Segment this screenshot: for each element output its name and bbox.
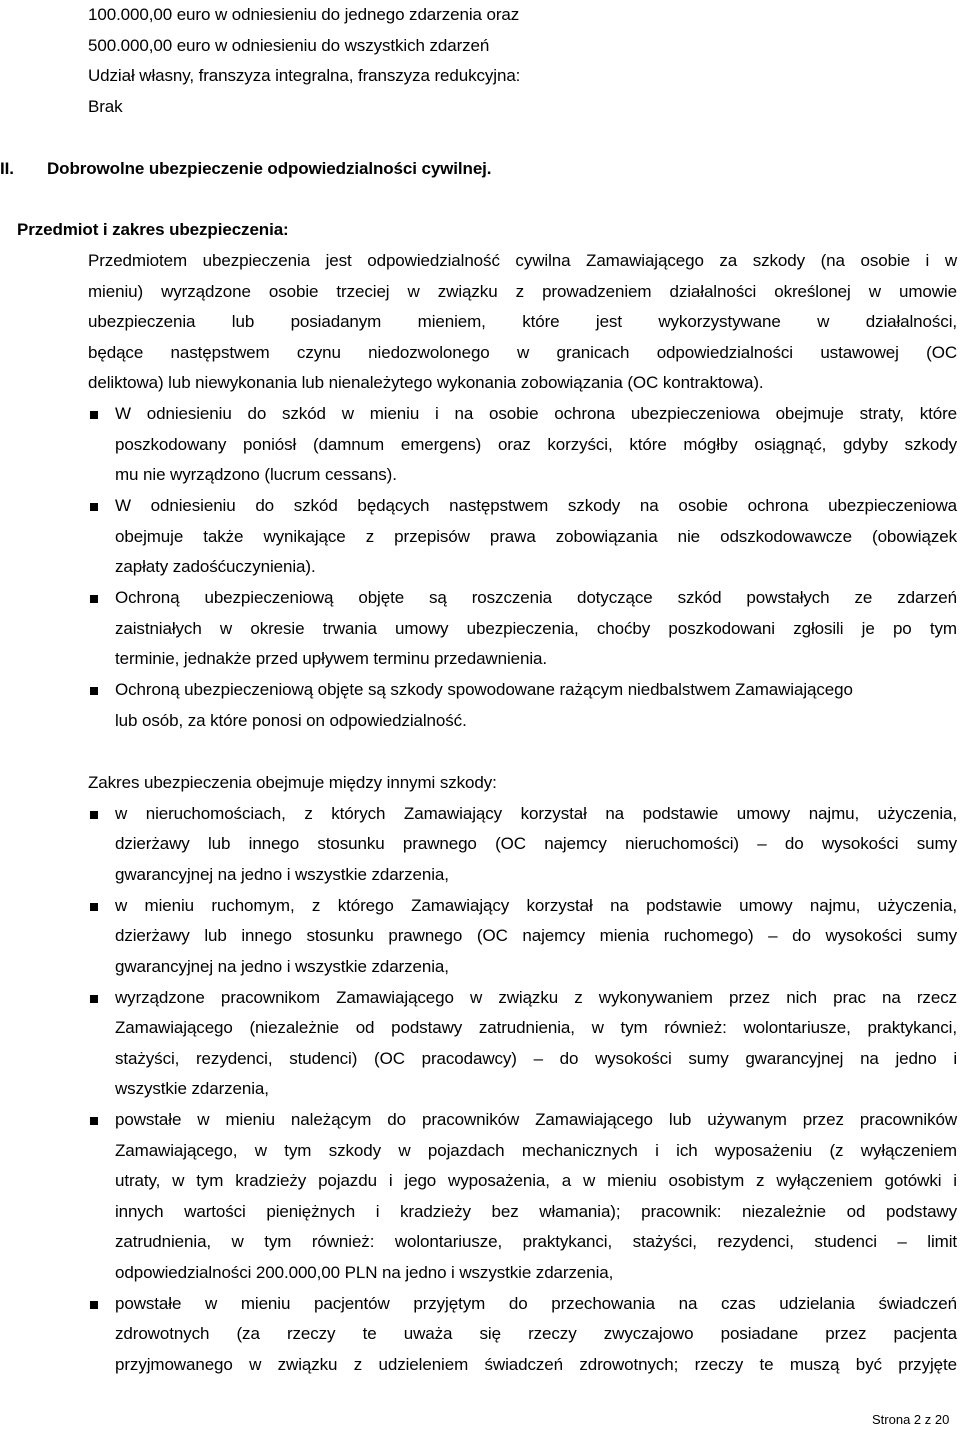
square-bullet-icon xyxy=(90,1301,98,1309)
section-title: Dobrowolne ubezpieczenie odpowiedzialności cywilnej. xyxy=(47,159,492,178)
square-bullet-icon xyxy=(90,903,98,911)
square-bullet-icon xyxy=(90,687,98,695)
subject-line-4: będące następstwem czynu niedozwolonego w granicach odpowiedzialności ustawowej (OC xyxy=(88,343,957,362)
list-item-line: lub osób, za które ponosi on odpowiedzialność. xyxy=(115,711,467,730)
list-item-line: Zamawiającego, w tym szkody w pojazdach mechanicznych i ich wyposażeniu (z wyłączeniem xyxy=(115,1141,957,1160)
list-item-line: w nieruchomościach, z których Zamawiający korzystał na podstawie umowy najmu, użyczenia, xyxy=(115,804,957,823)
square-bullet-icon xyxy=(90,811,98,819)
deductible-label: Udział własny, franszyza integralna, franszyza redukcyjna: xyxy=(88,66,521,85)
subject-line-3: ubezpieczenia lub posiadanym mieniem, które jest wykorzystywane w działalności, xyxy=(88,312,957,331)
list-item-line: zaistniałych w okresie trwania umowy ubezpieczenia, choćby poszkodowani zgłosili je po tym xyxy=(115,619,957,638)
top-line-1: 100.000,00 euro w odniesieniu do jednego zdarzenia oraz xyxy=(88,5,520,24)
list-item-line: zatrudnienia, w tym również: wolontariusze, praktykanci, stażyści, rezydenci, studenci – limit xyxy=(115,1232,957,1251)
subject-line-5: deliktowa) lub niewykonania lub nienależytego wykonania zobowiązania (OC kontraktowa). xyxy=(88,373,764,392)
list-item-line: terminie, jednakże przed upływem terminu przedawnienia. xyxy=(115,649,547,668)
square-bullet-icon xyxy=(90,503,98,511)
list-item-line: Zamawiającego (niezależnie od podstawy zatrudnienia, w tym również: wolontariusze, praktykanci, xyxy=(115,1018,957,1037)
top-line-2: 500.000,00 euro w odniesieniu do wszystkich zdarzeń xyxy=(88,36,490,55)
subject-line-1: Przedmiotem ubezpieczenia jest odpowiedzialność cywilna Zamawiającego za szkody (na osobie i w xyxy=(88,251,957,270)
list-item-line: mu nie wyrządzono (lucrum cessans). xyxy=(115,465,397,484)
list-item-line: obejmuje także wynikające z przepisów prawa zobowiązania nie odszkodowawcze (obowiązek xyxy=(115,527,957,546)
square-bullet-icon xyxy=(90,595,98,603)
list-item-line: w mieniu ruchomym, z którego Zamawiający korzystał na podstawie umowy najmu, użyczenia, xyxy=(115,896,957,915)
list-item-line: poszkodowany poniósł (damnum emergens) oraz korzyści, które mógłby osiągnąć, gdyby szkody xyxy=(115,435,957,454)
square-bullet-icon xyxy=(90,411,98,419)
list-item-line: gwarancyjnej na jedno i wszystkie zdarzenia, xyxy=(115,957,449,976)
list-item-line: powstałe w mieniu należącym do pracowników Zamawiającego lub używanym przez pracowników xyxy=(115,1110,957,1129)
list-item-line: wyrządzone pracownikom Zamawiającego w związku z wykonywaniem przez nich prac na rzecz xyxy=(115,988,957,1007)
page-number: Strona 2 z 20 xyxy=(872,1412,950,1427)
list-item-line: zapłaty zadośćuczynienia). xyxy=(115,557,316,576)
list-item-line: wszystkie zdarzenia, xyxy=(115,1079,269,1098)
scope-heading: Zakres ubezpieczenia obejmuje między innymi szkody: xyxy=(88,773,497,792)
list-item-line: stażyści, rezydenci, studenci) (OC pracodawcy) – do wysokości sumy gwarancyjnej na jedno i xyxy=(115,1049,957,1068)
list-item-line: zdrowotnych (za rzeczy te uważa się rzeczy zwyczajowo posiadane przez pacjenta xyxy=(115,1324,957,1343)
square-bullet-icon xyxy=(90,1117,98,1125)
list-item-line: dzierżawy lub innego stosunku prawnego (OC najemcy nieruchomości) – do wysokości sumy xyxy=(115,834,957,853)
list-item-line: Ochroną ubezpieczeniową objęte są szkody spowodowane rażącym niedbalstwem Zamawiającego xyxy=(115,680,853,699)
list-item-line: odpowiedzialności 200.000,00 PLN na jedno i wszystkie zdarzenia, xyxy=(115,1263,614,1282)
list-item-line: gwarancyjnej na jedno i wszystkie zdarzenia, xyxy=(115,865,449,884)
list-item-line: innych wartości pieniężnych i kradzieży bez włamania); pracownik: niezależnie od podstawy xyxy=(115,1202,957,1221)
square-bullet-icon xyxy=(90,995,98,1003)
list-item-line: W odniesieniu do szkód będących następstwem szkody na osobie ochrona ubezpieczeniowa xyxy=(115,496,957,515)
list-item-line: utraty, w tym kradzieży pojazdu i jego wyposażenia, a w mieniu osobistym z wyłączeniem gotówki i xyxy=(115,1171,957,1190)
subject-line-2: mieniu) wyrządzone osobie trzeciej w związku z prowadzeniem działalności określonej w umowie xyxy=(88,282,957,301)
list-item-line: dzierżawy lub innego stosunku prawnego (OC najemcy mienia ruchomego) – do wysokości sumy xyxy=(115,926,957,945)
deductible-value: Brak xyxy=(88,97,123,116)
list-item-line: przyjmowanego w związku z udzieleniem świadczeń zdrowotnych; rzeczy te muszą być przyjęte xyxy=(115,1355,957,1374)
list-item-line: powstałe w mieniu pacjentów przyjętym do przechowania na czas udzielania świadczeń xyxy=(115,1294,957,1313)
list-item-line: W odniesieniu do szkód w mieniu i na osobie ochrona ubezpieczeniowa obejmuje straty, które xyxy=(115,404,957,423)
list-item-line: Ochroną ubezpieczeniową objęte są roszczenia dotyczące szkód powstałych ze zdarzeń xyxy=(115,588,957,607)
subject-heading: Przedmiot i zakres ubezpieczenia: xyxy=(17,220,289,239)
section-number: II. xyxy=(0,159,14,178)
